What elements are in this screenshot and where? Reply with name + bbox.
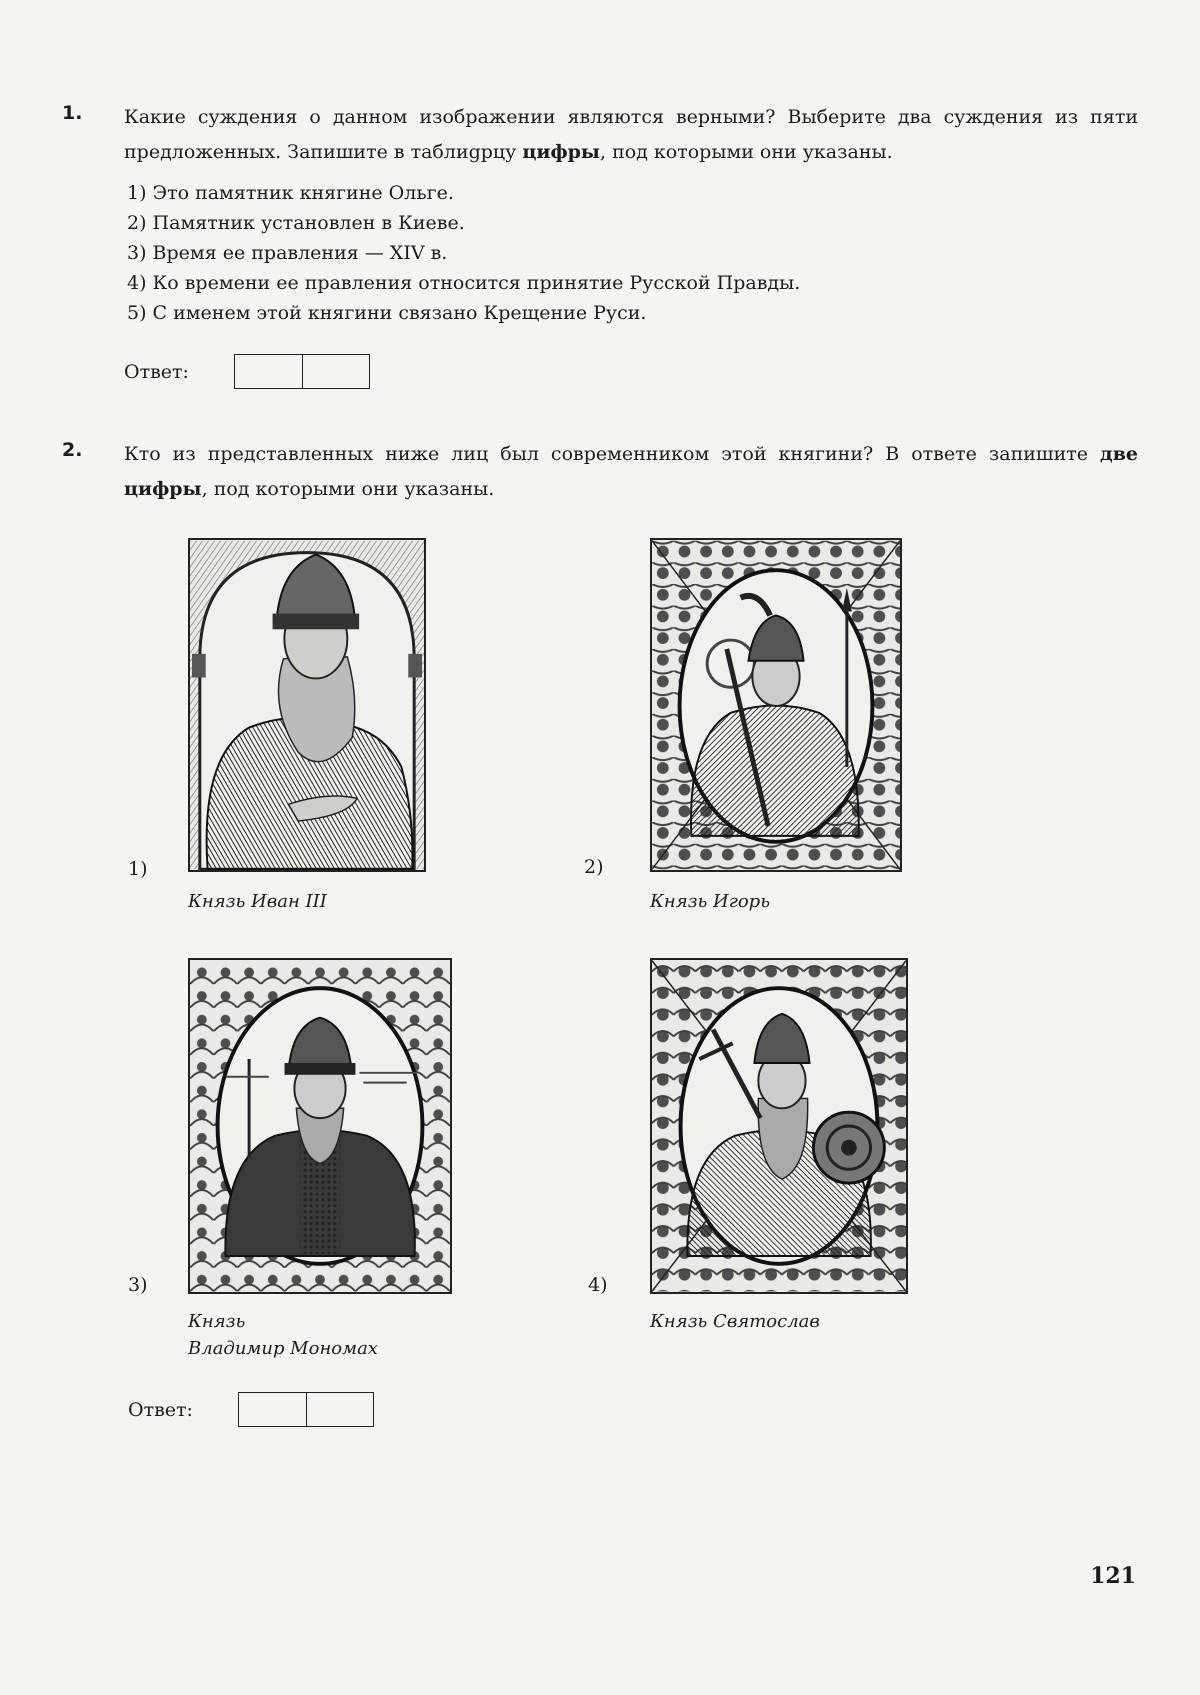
option-3: 3) Время ее правления — XIV в. [127, 242, 448, 264]
portrait-3-image [188, 958, 452, 1294]
question-1-text-bold: цифры [522, 141, 600, 163]
question-1-text [124, 100, 1138, 170]
igor-engraving [652, 540, 900, 870]
portrait-3-caption-line-1: Князь [188, 1311, 246, 1332]
answer-box [234, 354, 370, 389]
option-2: 2) Памятник установлен в Киеве. [127, 212, 465, 234]
answer-label: Ответ: [128, 1398, 193, 1421]
question-2-text-bold: две цифры [124, 443, 1138, 500]
portrait-3-caption [188, 1308, 378, 1362]
question-2-answer [128, 1392, 374, 1427]
portrait-4-image [650, 958, 908, 1294]
vladimir-monomakh-engraving [190, 960, 450, 1292]
portrait-1-caption: Князь Иван III [188, 891, 327, 912]
question-2 [62, 437, 1138, 507]
portrait-4-caption: Князь Святослав [650, 1311, 820, 1332]
question-1 [62, 100, 1138, 328]
svyatoslav-engraving [652, 960, 906, 1292]
answer-label: Ответ: [124, 360, 189, 383]
portrait-3-caption-line-2: Владимир Мономах [188, 1338, 378, 1359]
question-2-text [124, 437, 1138, 507]
portrait-4-number: 4) [588, 1274, 608, 1296]
question-1-text-start: Какие суждения о данном изображении являются верными? Выберите два суждения из пяти предложенных. Запишите в таблиgрцу [124, 106, 1138, 163]
portrait-1-image [188, 538, 426, 872]
ivan-iii-engraving [190, 540, 424, 870]
answer-box [238, 1392, 374, 1427]
question-2-text-start: Кто из представленных ниже лиц был современником этой княгини? В ответе запишите [124, 443, 1101, 465]
question-1-number: 1. [62, 102, 83, 124]
answer-cell-1[interactable] [235, 355, 302, 388]
page-number: 121 [1090, 1563, 1136, 1589]
portrait-2-caption: Князь Игорь [650, 891, 770, 912]
question-2-text-end: , под которыми они указаны. [201, 478, 495, 500]
portrait-2-number: 2) [584, 856, 604, 878]
question-2-number: 2. [62, 439, 83, 461]
option-1: 1) Это памятник княгине Ольге. [127, 182, 454, 204]
portrait-3-number: 3) [128, 1274, 148, 1296]
question-1-text-end: , под которыми они указаны. [599, 141, 893, 163]
option-4: 4) Ко времени ее правления относится принятие Русской Правды. [127, 272, 801, 294]
answer-cell-2[interactable] [302, 355, 369, 388]
answer-cell-2[interactable] [306, 1393, 373, 1426]
option-5: 5) С именем этой княгини связано Крещение Руси. [127, 302, 647, 324]
question-1-options [127, 178, 1138, 328]
portrait-1-number: 1) [128, 858, 148, 880]
answer-cell-1[interactable] [239, 1393, 306, 1426]
portrait-2-image [650, 538, 902, 872]
question-1-answer [124, 354, 370, 389]
